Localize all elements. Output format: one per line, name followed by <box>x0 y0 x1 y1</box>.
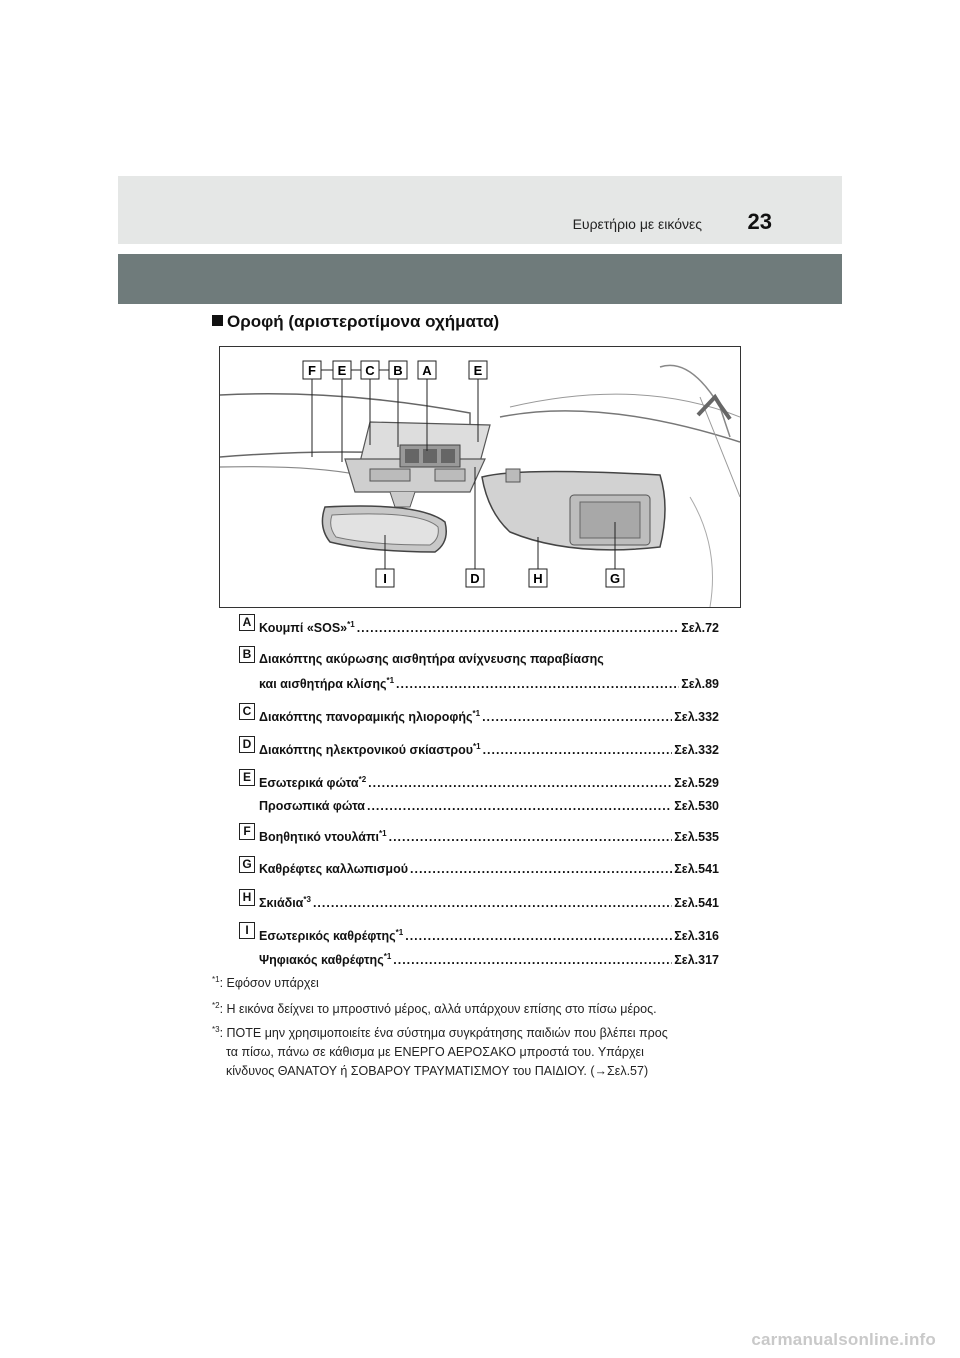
entry-text: Εσωτερικά φώτα <box>259 776 359 791</box>
callout-label: E <box>337 363 347 378</box>
entry-text: Διακόπτης ακύρωσης αισθητήρα ανίχνευσης παραβίασης <box>259 652 604 666</box>
page-ref: Σελ.535 <box>674 830 719 845</box>
footnote-text: τα πίσω, πάνω σε κάθισμα με ΕΝΕΡΓΟ ΑΕΡΟΣΑΚΟ μπροστά του. Υπάρχει <box>226 1045 644 1060</box>
entry-text: Διακόπτης πανοραμικής ηλιοροφής <box>259 710 473 725</box>
footnote-ref: *1 <box>473 742 481 751</box>
section-heading <box>212 312 499 332</box>
page-ref: Σελ.72 <box>681 621 719 636</box>
entry-key: F <box>239 823 255 840</box>
footnote-ref: *3 <box>303 895 311 904</box>
watermark: carmanualsonline.info <box>751 1330 936 1349</box>
entry-key: A <box>239 614 255 631</box>
footnote-ref: *1 <box>395 928 404 937</box>
callout-bottom-row <box>376 569 624 587</box>
square-bullet-icon <box>212 315 223 326</box>
page-ref: Σελ.529 <box>674 776 719 791</box>
footnote-2: $^{*2}$: Η εικόνα δείχνει το μπροστινό μέρος, αλλά υπάρχουν επίσης στο πίσω μέρος. <box>212 1001 657 1017</box>
footnote-text: ΠΟΤΕ μην χρησιμοποιείτε ένα σύστημα συγκράτησης παιδιών που βλέπει προς <box>226 1026 668 1041</box>
entry-text: Εσωτερικός καθρέφτης <box>259 929 396 944</box>
entry-key: H <box>239 889 255 906</box>
entry-key: B <box>239 646 255 663</box>
entry-key: E <box>239 769 255 786</box>
entry-key: G <box>239 856 255 873</box>
footnote-ref: *1 <box>347 620 355 629</box>
page-ref: Σελ.317 <box>674 953 719 968</box>
callout-label: C <box>365 363 375 378</box>
footnote-ref: *1 <box>383 952 392 961</box>
page-ref: Σελ.89 <box>681 677 719 692</box>
heading-text: Οροφή (αριστεροτίμονα οχήματα) <box>227 312 500 331</box>
footnote-mark: *2 <box>212 1001 220 1010</box>
entry-text: Κουμπί «SOS» <box>259 621 348 636</box>
ceiling-illustration <box>219 346 741 608</box>
entry-key: C <box>239 703 255 720</box>
page-number: 23 <box>747 209 772 234</box>
page-ref: Σελ.530 <box>674 799 719 813</box>
footnote-ref: *2 <box>358 775 367 784</box>
callout-label: F <box>308 363 316 378</box>
callout-label: G <box>609 571 621 586</box>
callout-label: H <box>533 571 543 586</box>
entry-text: Ψηφιακός καθρέφτης <box>259 953 384 968</box>
illustration-svg <box>220 347 740 607</box>
footnote-1: $^{*1}$: Εφόσον υπάρχει <box>212 975 319 991</box>
section-title: Ευρετήριο με εικόνες <box>572 216 702 232</box>
page-ref: Σελ.316 <box>674 929 719 944</box>
entry-text: Προσωπικά φώτα <box>259 799 365 813</box>
entry-text: Βοηθητικό ντουλάπι <box>259 830 380 845</box>
page-header <box>118 176 842 244</box>
page-ref: Σελ.541 <box>674 862 719 876</box>
footnote-text: Εφόσον υπάρχει <box>226 976 319 991</box>
entry-text: Διακόπτης ηλεκτρονικού σκίαστρου <box>259 743 473 758</box>
entry-text: Καθρέφτες καλλωπισμού <box>259 862 408 876</box>
callout-label: D <box>470 571 480 586</box>
footnote-ref: *1 <box>472 709 481 718</box>
entry-key: I <box>239 922 255 939</box>
page-ref: Σελ.541 <box>674 896 719 911</box>
footnote-ref: *1 <box>386 676 395 685</box>
page-ref: Σελ.332 <box>674 743 719 758</box>
footnote-3: $^{*3}$: ΠΟΤΕ μην χρησιμοποιείτε ένα σύστημα συγκράτησης παιδιών που βλέπει προς τα πίσω, πάνω σε κάθισμα με ΕΝΕΡΓΟ ΑΕΡΟΣΑΚΟ μπροστά του. Υπάρχει κίνδυνος ΘΑΝΑΤΟΥ ή ΣΟΒΑΡΟΥ ΤΡΑΥΜΑΤΙΣΜΟΥ του ΠΑΙΔΙΟΥ. (→Σελ.57) <box>212 1020 752 1081</box>
page-ref: Σελ.332 <box>674 710 719 725</box>
footnote-text: Η εικόνα δείχνει το μπροστινό μέρος, αλλά υπάρχουν επίσης στο πίσω μέρος. <box>226 1002 657 1017</box>
header-band <box>118 254 842 304</box>
footnote-mark: *1 <box>212 975 220 984</box>
entry-text: Σκιάδια <box>259 896 304 911</box>
callout-label: E <box>473 363 483 378</box>
footnote-mark: *3 <box>212 1025 220 1034</box>
callout-label: I <box>383 571 387 586</box>
callout-label: A <box>422 363 432 378</box>
callout-label: B <box>393 363 403 378</box>
entry-key: D <box>239 736 255 753</box>
footnote-ref: *1 <box>379 829 387 838</box>
callout-top-row <box>303 361 487 379</box>
entry-text: και αισθητήρα κλίσης <box>259 677 387 692</box>
footnote-text: κίνδυνος ΘΑΝΑΤΟΥ ή ΣΟΒΑΡΟΥ ΤΡΑΥΜΑΤΙΣΜΟΥ του ΠΑΙΔΙΟΥ. (→Σελ.57) <box>226 1064 649 1079</box>
